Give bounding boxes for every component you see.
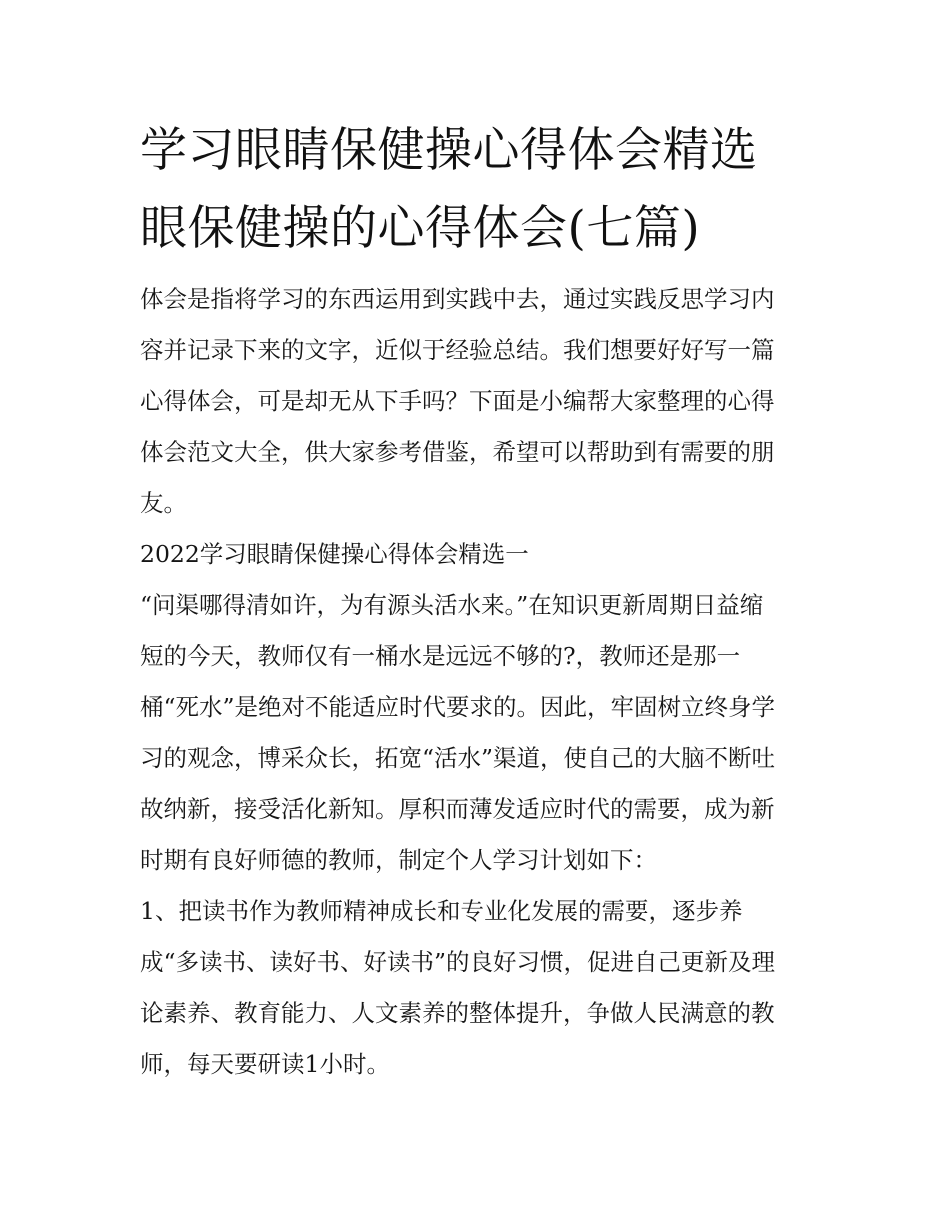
document-page	[140, 112, 812, 1090]
text-line: 容并记录下来的文字，近似于经验总结。我们想要好好写一篇	[140, 336, 775, 364]
text-line: 体会范文大全，供大家参考借鉴，希望可以帮助到有需要的朋	[140, 438, 775, 466]
intro-paragraph	[140, 274, 812, 529]
text-line: 时期有良好师德的教师，制定个人学习计划如下：	[140, 846, 657, 874]
list-item-1	[140, 886, 812, 1090]
document-title	[140, 112, 812, 268]
text-line: 友。	[140, 489, 187, 517]
text-line: 成“多读书、读好书、好读书”的良好习惯，促进自己更新及理	[140, 948, 776, 976]
section-heading-text: 2022学习眼睛保健操心得体会精选一	[140, 540, 529, 568]
text-line: 短的今天，教师仅有一桶水是远远不够的?，教师还是那一	[140, 642, 741, 670]
text-line: “问渠哪得清如许，为有源头活水来。”在知识更新周期日益缩	[140, 591, 764, 619]
body-paragraph	[140, 580, 812, 886]
title-line: 学习眼睛保健操心得体会精选	[140, 123, 758, 178]
section-heading	[140, 529, 812, 580]
text-line: 心得体会，可是却无从下手吗？下面是小编帮大家整理的心得	[140, 387, 775, 415]
text-line: 师，每天要研读1小时。	[140, 1050, 390, 1078]
text-line: 桶“死水”是绝对不能适应时代要求的。因此，牢固树立终身学	[140, 693, 776, 721]
text-line: 习的观念，博采众长，拓宽“活水”渠道，使自己的大脑不断吐	[140, 744, 776, 772]
text-line: 1、把读书作为教师精神成长和专业化发展的需要，逐步养	[140, 897, 743, 925]
text-line: 体会是指将学习的东西运用到实践中去，通过实践反思学习内	[140, 285, 775, 313]
text-line: 论素养、教育能力、人文素养的整体提升，争做人民满意的教	[140, 999, 775, 1027]
title-line: 眼保健操的心得体会(七篇)	[140, 201, 701, 256]
text-line: 故纳新，接受活化新知。厚积而薄发适应时代的需要，成为新	[140, 795, 775, 823]
